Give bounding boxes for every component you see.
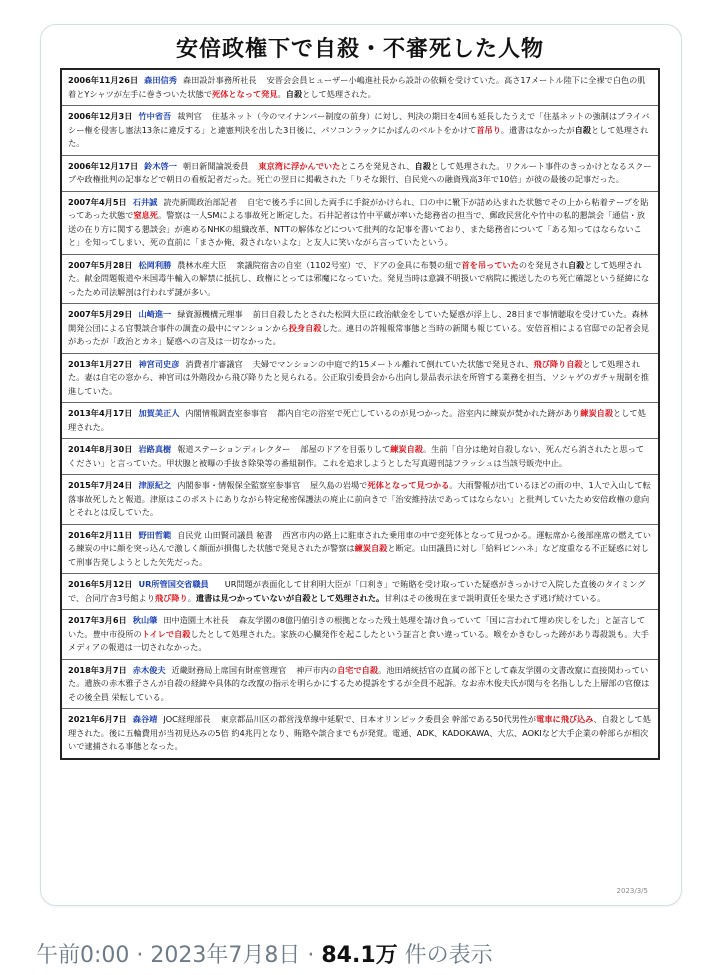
entry-name: 竹中省吾 [138,111,172,121]
entry-highlight: 練炭自殺 [354,543,388,553]
entry-date: 2007年5月28日 [68,259,133,270]
entry-text: 安晋会会員ヒューザー小嶋進社長から設計の依頼を受けていた。高さ17メートル陸下に全裸で白色の肌着とYシャツが左手に巻きついた状態で [68,75,646,99]
meta-separator: · [300,943,322,968]
entry-highlight: 首を吊っていた [461,259,519,270]
entry-highlight: 飛び降り [154,592,188,603]
document-entry [62,709,658,758]
entry-highlight: 自宅で自殺 [337,664,379,675]
entry-date: 2013年1月27日 [68,358,133,369]
entry-role: 田中造園土木社長 [163,615,229,625]
entry-date: 2006年12月17日 [68,160,139,171]
post-meta [36,938,493,969]
entry-name: 野田哲範 [138,529,172,540]
entry-text: 、自殺として処理された。後に五輪費用が当初見込みの5倍 約4兆円となり、賄賂や談合までもが発覚。電通、ADK、KADOKAWA、大広、AOKIなど大手企業の幹部らが相次いで逮捕される事態となった。 [68,714,651,751]
entry-date: 2013年4月17日 [68,408,133,418]
entry-name: 神宮司史彦 [138,358,180,369]
document-entry [62,525,658,575]
document-title: 安倍政権下で自殺・不審死した人物 [175,37,544,62]
entry-name: 石井誠 [132,196,158,207]
post-time[interactable]: 午前0:00 [36,943,130,968]
view-count: 84.1万 [321,943,398,968]
entry-role: 農林水産大臣 [177,259,227,270]
entry-highlight: 練炭自殺 [390,444,423,454]
meta-separator: · [129,943,151,968]
document-entry [62,610,658,660]
document-entry [62,70,658,106]
entry-emphasis: 自殺 [285,88,303,99]
entry-date: 2007年4月5日 [68,196,127,207]
entry-text: 。大雨警報が出ているほどの雨の中、1人で入山して転落事故死したと報道。津原はこのポストにありながら特定秘密保護法の廃止に前向きで「治安維持法であってはならない」と批判していたため安倍政権の意向とそれとは反していた。 [68,480,651,517]
entry-text: として処理された。 [68,408,646,432]
entry-text: した。連日の許報報常事態と当時の新聞も報じている。安倍首相による官邸での記者会見があったが「政治とカネ」疑惑への言及は一切なかった。 [68,322,649,346]
entry-role: 緑資源機構元理事 [177,309,243,319]
entry-role: 朝日新聞論説委員 [182,160,249,171]
entry-text: 衆議院宿舎の自室（1102号室）で、ドアの金具に布製の紐で [236,259,462,270]
entry-role: 報道ステーションディレクター [177,444,291,454]
document-entry [62,403,658,439]
document-entry [62,255,658,305]
document-image [60,36,660,760]
entry-text: 森友学園の8億円値引きの根拠となった残土処理を請け負っていて「国に言われて埋め戻しをした」と証言していた。豊中市役所の [68,615,646,639]
entry-date: 2017年3月6日 [68,615,127,625]
entry-name: 赤木俊夫 [132,664,166,675]
entry-highlight: トイレで自殺 [141,628,191,639]
entry-name: 津原紀之 [138,480,172,490]
entry-text: のを発見され [518,259,568,270]
entry-date: 2018年3月7日 [68,664,127,675]
entry-role: 内閣参事・情報保全監察室参事官 [177,480,301,490]
entry-text: として処理された。妻は自宅の窓から、神宮司は外階段から飛び降りたと見られる。公正取引委員会から出向し景品表示法を所管する業務を担当、ソシャゲのガチャ規制を推進していた。 [68,358,649,396]
entry-text: 。 [187,592,196,603]
document-entry [62,156,658,192]
entry-date: 2006年12月3日 [68,111,133,121]
entry-name: 加賀美正人 [138,408,180,418]
entry-emphasis: 自殺 [567,259,585,270]
entry-text: 前日自殺したとされた松岡大臣に政治献金をしていた疑惑が浮上し、28日まで事情聴取を受けていた。森林開発公団による官製談合事件の調査の最中にマンションから [68,309,648,333]
entry-text: として処理された。献金問題報道や米国毒牛輸入の解禁に抵抗し、政権にとっては邪魔になっていた。発見当時は意識不明扱いで病院に搬送したのち死亡確認という経緯になったため司法解剖は行われず謎が多い。 [68,259,650,297]
entry-name: 秋山肇 [132,615,158,625]
post-date[interactable]: 2023年7月8日 [150,943,301,968]
entry-name: 森田信秀 [144,75,177,85]
entry-role: 自民党 山田賢司議員 秘書 [177,529,273,540]
document-entry [62,354,658,404]
entry-text: 神戸市内の [296,664,338,675]
entry-text: 住基ネット（今のマイナンバー制度の前身）に対し、判決の期日を4回も延長したうえで「住基ネットの強制はプライバシー権を侵害し憲法13条に違反する」と違憲判決を出した3日後に、パソコンラックにかばんのベルトをかけて [68,111,650,135]
entry-text: 部屋のドアを目張りして [300,444,391,454]
entry-emphasis: 自殺 [574,124,591,135]
entry-date: 2016年5月12日 [68,579,133,589]
document-entry [62,192,658,255]
entry-highlight: 電車に飛び込み [536,714,594,724]
entry-highlight: 練炭自殺 [580,408,614,418]
entry-date: 2021年6月7日 [68,714,127,724]
entry-name: UR所管国交省職員 [138,579,209,589]
entry-date: 2016年2月11日 [68,529,133,540]
entry-date: 2006年11月26日 [68,75,139,85]
entry-date: 2014年8月30日 [68,444,133,454]
entry-name: 松岡利勝 [138,259,172,270]
entry-role: 森田設計事務所社長 [182,75,257,85]
entry-role: 読売新聞政治部記者 [163,196,238,207]
entry-date: 2015年7月24日 [68,480,133,490]
entry-highlight: 首吊り [476,124,501,135]
entry-text: 。池田靖統括官の直属の部下として森友学園の文書改竄に直接関わっていた。遺族の赤木雅子さんが自殺の経緯や具体的な改竄の指示を明らかにするため提訴をするが全員不起訴。なお赤木俊夫氏が関与を名指しした上層部の官僚はその後全員 栄転している。 [68,664,650,702]
document-entry [62,304,658,354]
entry-highlight: 死体となって発見 [212,88,278,99]
document-entry [62,475,658,525]
view-count-label: 件の表示 [397,943,493,968]
entry-text: 甘利はその後現在まで説明責任を果たさず逃げ続けている。 [384,592,606,603]
entry-text: 自宅で後ろ手に回した両手に手錠がかけられ、口の中に靴下が詰め込まれた状態でその上から粘着テープを貼ってあった状態で [68,196,649,220]
entry-highlight: 死体となって見つかる [367,480,450,490]
entry-highlight: 投身自殺 [288,322,322,333]
document-entry [62,660,658,710]
entry-emphasis: 自殺 [414,160,431,171]
entry-text: 。遺書はなかったが [500,124,575,135]
entry-text: と断定。山田議員に対し「給料ピンハネ」など度重なる不正疑惑に対して刑事告発しようとした矢先だった。 [68,543,649,567]
entry-text: 西宮市内の路上に駐車された乗用車の中で変死体となって見つかる。運転席から後部座席の燃えている練炭の中に顔を突っ込んで激しく顔面が損傷した状態で発見されたが警察は [68,529,651,553]
entry-highlight: 窒息死 [133,210,158,220]
entry-text: したとして処理された。家族の心臓発作を起こしたという証言と食い違っている。喉をかきむしった跡があり毒殺説も。大手メディアの報道は一切されなかった。 [68,628,649,652]
entry-name: 山崎進一 [138,309,172,319]
document-entry [62,106,658,156]
entry-text: 夫婦でマンションの中庭で約15メートル離れて倒れていた状態で発見され、 [252,358,534,369]
entry-emphasis: 遺書は見つかっていないが自殺として処理された。 [195,592,385,603]
entry-role: 裁判官 [177,111,202,121]
entry-role: JOC経理部長 [163,714,211,724]
entry-text: 。 [277,88,286,99]
document-entry [62,574,658,610]
entry-text: 都内自宅の浴室で死亡しているのが見つかった。浴室内に練炭が焚かれた跡があり [277,408,581,418]
entry-name: 岩路真樹 [138,444,172,454]
entry-name: 鈴木啓一 [144,160,177,171]
entry-date: 2007年5月29日 [68,309,133,319]
entry-highlight: 飛び降り自殺 [533,358,583,369]
entry-text: 。生前「自分は絶対自殺しない、死んだら消されたと思ってください」と言っていた。甲状腺と被曝の手抜き除染等の番組制作。これを追求しようとした写真週刊誌フラッシュは当該号販売中止。 [68,444,645,468]
entry-role: 近畿財務局上席国有財産管理官 [171,664,287,675]
entry-text: UR問題が表面化して甘利明大臣が「口利き」で賄賂を受け取っていた疑惑がきっかけで入院した直後のタイミングで、合同庁舎3号館より [68,579,646,603]
entry-text: として処理された。 [68,124,649,148]
entry-text: 。警察は一人SMによる事故死と断定した。石井記者は竹中平蔵が率いた総務省の担当で、郵政民営化や竹中の私的懇談会「通信・放送の在り方に関する懇談会」が進めるNHKの組織改革、NTTの解体などについて批判的な記事を書いており、また総務省について「ある知ってはならないこと」を知ってしまい、死の直前に「まさか俺、殺されないよな」と友人に笑いながら言っていたという。 [68,210,645,247]
entry-text: 屋久島の岩場で [310,480,368,490]
entries-table [60,68,660,760]
document-entry [62,439,658,475]
entry-text: ところを発見され、 [340,160,415,171]
entry-role: 内閣情報調査室参事官 [185,408,268,418]
document-stamp: 2023/3/5 [616,887,648,895]
entry-highlight: 東京湾に浮かんでいた [258,160,341,171]
entry-text: として処理された。リクルート事件のきっかけとなるスクープや政権批判の記事などで朝日の看板記者だった。死亡の翌日に掲載された「りそな銀行、自民党への融資残高3年で10倍」が彼の最後の記事だった。 [68,160,652,184]
entry-role: 消費者庁審議官 [185,358,243,369]
entry-text: として処理された。 [302,88,376,99]
entry-text: 東京都品川区の都営浅草線中延駅で、日本オリンピック委員会 幹部である50代男性が [220,714,537,724]
entry-name: 森谷靖 [132,714,158,724]
